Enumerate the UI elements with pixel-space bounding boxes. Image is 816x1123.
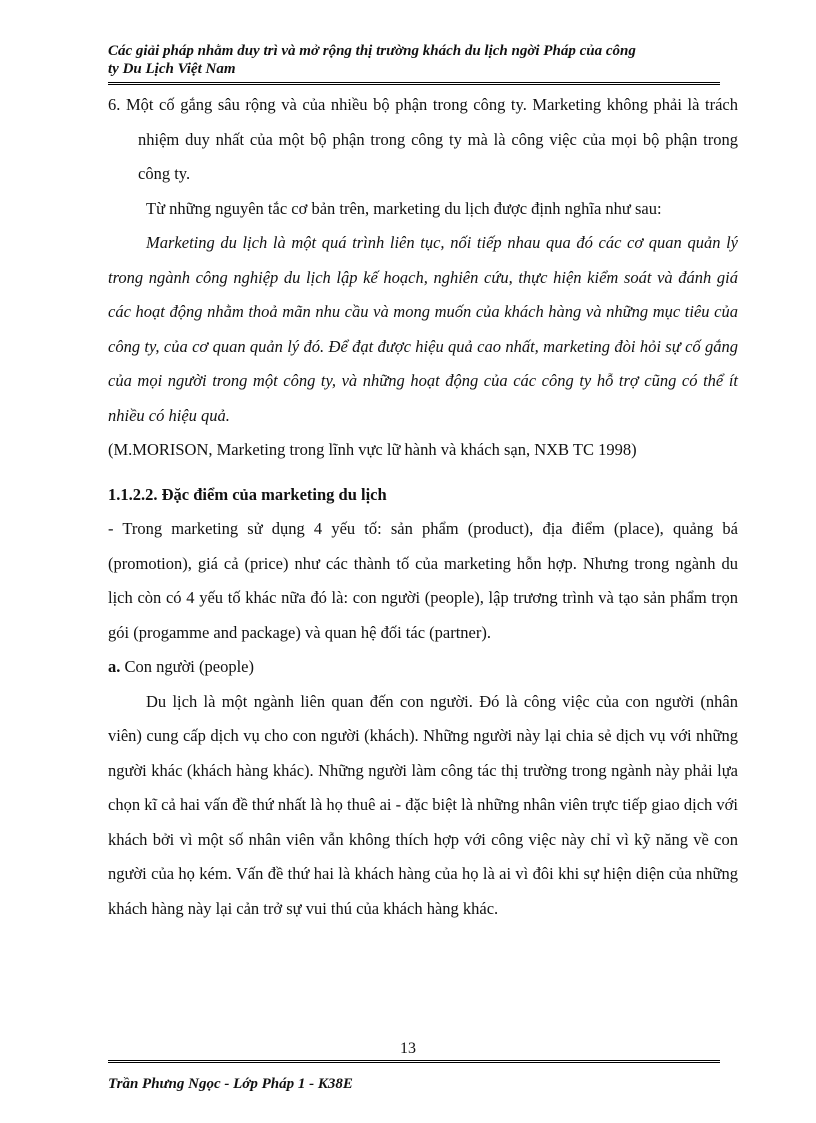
definition-paragraph: Marketing du lịch là một quá trình liên tục, nối tiếp nhau qua đó các cơ quan quản lý trong ngành công nghiệp du lịch lập kế hoạch, nghiên cứu, thực hiện kiểm soát và đánh giá các hoạt động nhằm thoả mãn nhu cầu và mong muốn của khách hàng và những mục tiêu của công ty, của cơ quan quản lý đó. Để đạt được hiệu quả cao nhất, marketing đòi hỏi sự cố gắng của mọi người trong một công ty, và những hoạt động của các công ty hỗ trợ cũng có thể ít nhiều có hiệu quả. <box>108 233 738 425</box>
list-item-6: 6. Một cố gắng sâu rộng và của nhiều bộ phận trong công ty. Marketing không phải là trách nhiệm duy nhất của một bộ phận trong công ty mà là công việc của mọi bộ phận trong công ty. <box>108 95 738 183</box>
header-rule <box>108 82 720 85</box>
page-header <box>108 42 748 78</box>
header-line-1: Các giải pháp nhằm duy trì và mở rộng thị trường khách du lịch ngời Pháp của công <box>108 43 636 59</box>
page-body <box>108 88 738 926</box>
subsection-a-title: Con người (people) <box>124 657 254 676</box>
header-line-2: ty Du Lịch Việt Nam <box>108 61 236 77</box>
section-heading: 1.1.2.2. Đặc điểm của marketing du lịch <box>108 484 387 504</box>
subsection-a <box>108 650 738 685</box>
citation: (M.MORISON, Marketing trong lĩnh vực lữ hành và khách sạn, NXB TC 1998) <box>108 440 637 459</box>
intro-paragraph: Từ những nguyên tắc cơ bản trên, marketing du lịch được định nghĩa như sau: <box>146 198 662 218</box>
footer-rule <box>108 1060 720 1063</box>
page-footer: Trần Phưng Ngọc - Lớp Pháp 1 - K38E <box>108 1076 353 1092</box>
people-paragraph: Du lịch là một ngành liên quan đến con người. Đó là công việc của con người (nhân viên) cung cấp dịch vụ cho con người (khách). Những người này lại chia sẻ dịch vụ với những người khác (khách hàng khác). Những người làm công tác thị trường trong ngành này phải lựa chọn kĩ cả hai vấn đề thứ nhất là họ thuê ai - đặc biệt là những nhân viên trực tiếp giao dịch với khách bởi vì một số nhân viên vẫn không thích hợp với công việc này chỉ vì kỹ năng về con người của họ kém. Vấn đề thứ hai là khách hàng của họ là ai vì đôi khi sự hiện diện của những khách hàng này lại cản trở sự vui thú của khách hàng khác. <box>108 691 738 918</box>
subsection-a-label: a. <box>108 657 121 676</box>
features-paragraph: - Trong marketing sử dụng 4 yếu tố: sản phẩm (product), địa điểm (place), quảng bá (promotion), giá cả (price) như các thành tố của marketing hỗn hợp. Nhưng trong ngành du lịch còn có 4 yếu tố khác nữa đó là: con người (people), lập trương trình và tạo sản phẩm trọn gói (progamme and package) và quan hệ đối tác (partner). <box>108 519 738 642</box>
page-number: 13 <box>400 1040 416 1057</box>
